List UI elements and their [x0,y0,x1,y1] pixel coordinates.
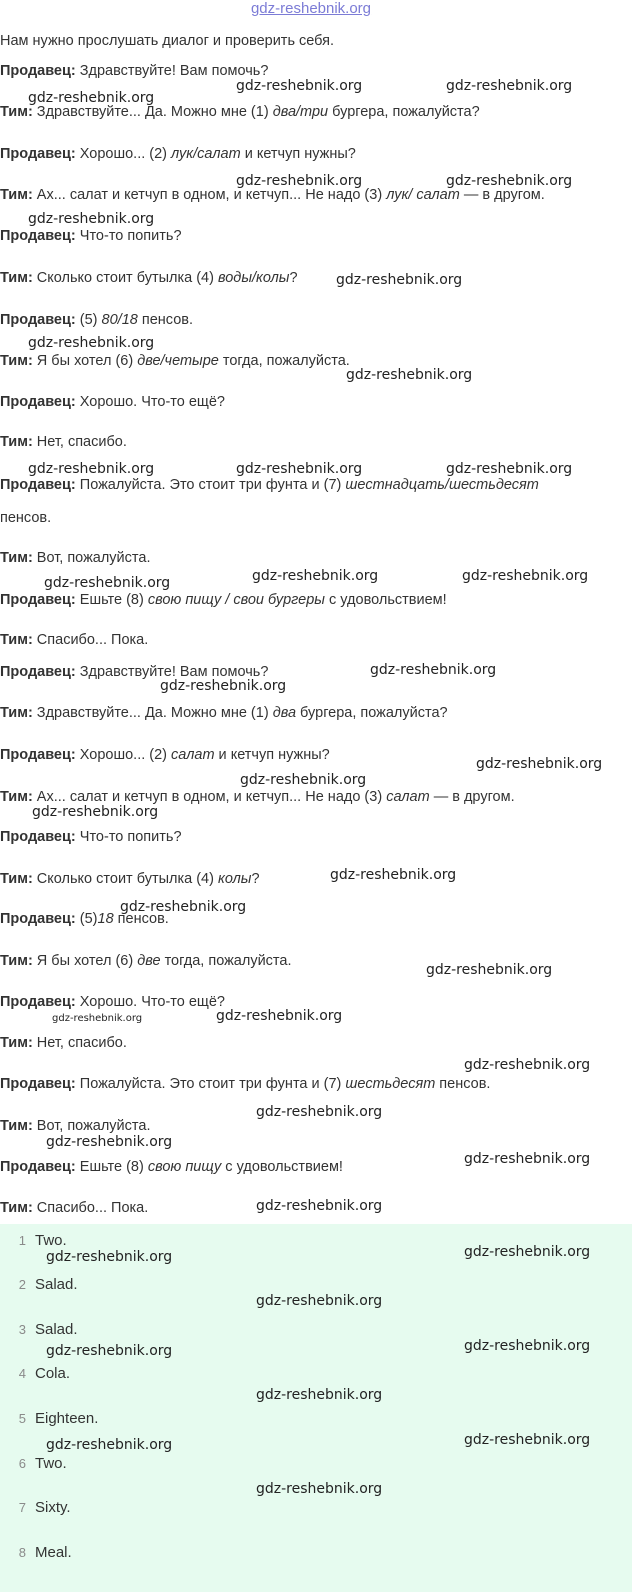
dialog-line [0,994,225,1010]
dialog-line [0,789,515,805]
line-text: Здравствуйте! Вам помочь? [75,664,269,680]
answer-option: две/четыре [137,353,219,369]
intro-text: Нам нужно прослушать диалог и проверить себя. [0,33,335,49]
answer-option: 80/18 [101,312,138,328]
watermark-text: gdz-reshebnik.org [346,367,473,383]
watermark-text: gdz-reshebnik.org [28,211,155,227]
line-text: Спасибо... Пока. [32,632,149,648]
line-text: Нет, спасибо. [32,1035,127,1051]
answer-option: салат [171,747,215,763]
watermark-text: gdz-reshebnik.org [464,1244,591,1260]
speaker-label: Тим: [0,871,33,887]
answer-option: шестьдесят [345,1076,436,1092]
watermark-text: gdz-reshebnik.org [252,568,379,584]
answer-item [0,1365,70,1382]
line-text: Я бы хотел (6) [32,953,138,969]
watermark-text: gdz-reshebnik.org [28,335,155,351]
dialog-line [0,550,150,566]
line-text: Нет, спасибо. [32,434,127,450]
line-text: Сколько стоит бутылка (4) [32,270,218,286]
speaker-label: Продавец: [0,228,76,244]
answer-item [0,1499,71,1516]
watermark-text: gdz-reshebnik.org [462,568,589,584]
answer-item [0,1410,98,1427]
watermark-text: gdz-reshebnik.org [256,1198,383,1214]
watermark-text: gdz-reshebnik.org [240,772,367,788]
line-text: Пожалуйста. Это стоит три фунта и (7) [75,1076,346,1092]
line-text: Ешьте (8) [75,592,148,608]
answer-number: 1 [18,1233,26,1248]
answer-option: свою пищу [147,1159,222,1175]
speaker-label: Продавец: [0,477,76,493]
dialog-line [0,705,448,721]
watermark-text: gdz-reshebnik.org [46,1249,173,1265]
line-text: Я бы хотел (6) [32,353,138,369]
answer-option: воды/колы [217,270,290,286]
line-text: Сколько стоит бутылка (4) [32,871,218,887]
watermark-text: gdz-reshebnik.org [446,78,573,94]
line-text-end: и кетчуп нужны? [240,146,356,162]
answer-option: лук/салат [171,146,241,162]
speaker-label: Продавец: [0,592,76,608]
speaker-label: Тим: [0,434,33,450]
line-text: Вот, пожалуйста. [32,550,151,566]
watermark-text: gdz-reshebnik.org [44,575,171,591]
answer-text: Two. [35,1455,67,1472]
answer-number: 8 [18,1545,26,1560]
line-text-end: с удовольствием! [324,592,447,608]
watermark-text: gdz-reshebnik.org [464,1338,591,1354]
watermark-text: gdz-reshebnik.org [160,678,287,694]
watermark-text: gdz-reshebnik.org [32,804,159,820]
site-link[interactable]: gdz-reshebnik.org [250,0,372,17]
answer-text: Cola. [35,1365,71,1382]
line-text: Ешьте (8) [75,1159,148,1175]
answer-text: Eighteen. [35,1410,99,1427]
answer-text: Salad. [35,1321,78,1338]
dialog-line [0,187,545,203]
line-text: Хорошо... (2) [75,747,172,763]
answer-item [0,1232,67,1249]
watermark-text: gdz-reshebnik.org [476,756,603,772]
line-text: Пожалуйста. Это стоит три фунта и (7) [75,477,346,493]
answers-panel [0,1224,632,1592]
answer-option: салат [386,789,430,805]
watermark-text: gdz-reshebnik.org [464,1151,591,1167]
dialog-line [0,394,225,410]
watermark-text: gdz-reshebnik.org [446,461,573,477]
dialog-line [0,1200,148,1216]
speaker-label: Продавец: [0,63,76,79]
watermark-text: gdz-reshebnik.org [120,899,247,915]
answer-item [0,1321,78,1338]
answer-item [0,1544,72,1561]
speaker-label: Продавец: [0,911,76,927]
line-text-end: пенсов. [435,1076,491,1092]
dialog-line [0,146,356,162]
answer-text: Salad. [35,1276,78,1293]
line-text-end: — в другом. [459,187,545,203]
watermark-text: gdz-reshebnik.org [46,1134,173,1150]
line-text: Ах... салат и кетчуп в одном, и кетчуп... Не надо (3) [32,789,387,805]
answer-text: Meal. [35,1544,72,1561]
dialog-line [0,1159,343,1175]
answer-number: 4 [18,1366,26,1381]
line-text: Вот, пожалуйста. [32,1118,151,1134]
speaker-label: Тим: [0,1118,33,1134]
watermark-text: gdz-reshebnik.org [426,962,553,978]
line-text: Спасибо... Пока. [32,1200,149,1216]
speaker-label: Тим: [0,1035,33,1051]
watermark-text: gdz-reshebnik.org [256,1481,383,1497]
answer-option: два/три [272,104,329,120]
speaker-label: Тим: [0,953,33,969]
line-text-end: ? [289,270,298,286]
watermark-text: gdz-reshebnik.org [236,173,363,189]
line-text: Что-то попить? [75,228,182,244]
watermark-text: gdz-reshebnik.org [236,461,363,477]
dialog-line [0,510,51,526]
speaker-label: Тим: [0,632,33,648]
line-text-end: и кетчуп нужны? [214,747,330,763]
line-text-end: бургера, пожалуйста? [296,705,448,721]
watermark-text: gdz-reshebnik.org [28,90,155,106]
watermark-text: gdz-reshebnik.org [236,78,363,94]
watermark-text: gdz-reshebnik.org [336,272,463,288]
watermark-text: gdz-reshebnik.org [28,461,155,477]
speaker-label: Тим: [0,353,33,369]
line-text-end: пенсов. [113,911,169,927]
line-text: Хорошо. Что-то ещё? [75,394,225,410]
speaker-label: Продавец: [0,1076,76,1092]
dialog-line [0,1118,150,1134]
line-text-end: с удовольствием! [221,1159,343,1175]
speaker-label: Тим: [0,104,33,120]
answer-number: 7 [18,1500,26,1515]
speaker-label: Продавец: [0,146,76,162]
answer-option: 18 [97,911,114,927]
watermark-text: gdz-reshebnik.org [330,867,457,883]
line-text: пенсов. [0,510,52,526]
speaker-label: Продавец: [0,1159,76,1175]
speaker-label: Продавец: [0,829,76,845]
answer-option: два [272,705,297,721]
speaker-label: Продавец: [0,664,76,680]
watermark-text: gdz-reshebnik.org [446,173,573,189]
line-text: Здравствуйте... Да. Можно мне (1) [32,104,273,120]
dialog-line [0,228,182,244]
dialog-line [0,477,539,493]
speaker-label: Продавец: [0,394,76,410]
dialog-line [0,1076,490,1092]
line-text: Хорошо... (2) [75,146,172,162]
speaker-label: Тим: [0,789,33,805]
answer-number: 2 [18,1277,26,1292]
watermark-text: gdz-reshebnik.org [464,1432,591,1448]
line-text: Что-то попить? [75,829,182,845]
line-text-end: ? [251,871,260,887]
line-text-end: — в другом. [429,789,515,805]
watermark-text: gdz-reshebnik.org [216,1008,343,1024]
answer-text: Two. [35,1232,67,1249]
line-text: Хорошо. Что-то ещё? [75,994,225,1010]
answer-item [0,1455,67,1472]
answer-number: 3 [18,1322,26,1337]
watermark-text: gdz-reshebnik.org [46,1343,173,1359]
answer-option: две [137,953,161,969]
line-text: (5) [75,312,102,328]
watermark-text: gdz-reshebnik.org [256,1104,383,1120]
dialog-line [0,63,268,79]
speaker-label: Продавец: [0,994,76,1010]
speaker-label: Тим: [0,1200,33,1216]
dialog-line [0,953,292,969]
answer-option: свою пищу / свои бургеры [147,592,325,608]
line-text-end: тогда, пожалуйста. [160,953,292,969]
watermark-text: gdz-reshebnik.org [256,1387,383,1403]
speaker-label: Тим: [0,187,33,203]
dialog-line [0,592,447,608]
line-text: (5) [75,911,98,927]
speaker-label: Продавец: [0,312,76,328]
speaker-label: Тим: [0,270,33,286]
dialog-line [0,632,148,648]
dialog-line [0,104,480,120]
answer-number: 5 [18,1411,26,1426]
line-text: Здравствуйте! Вам помочь? [75,63,269,79]
dialog-line [0,353,350,369]
line-text-end: пенсов. [137,312,193,328]
watermark-text: gdz-reshebnik.org [464,1057,591,1073]
line-text-end: бургера, пожалуйста? [328,104,480,120]
dialog-line [0,270,298,286]
watermark-text: gdz-reshebnik.org [46,1437,173,1453]
speaker-label: Тим: [0,550,33,566]
answer-number: 6 [18,1456,26,1471]
dialog-line [0,829,182,845]
answer-option: лук/ салат [386,187,460,203]
answer-option: колы [217,871,252,887]
answer-option: шестнадцать/шестьдесят [345,477,539,493]
speaker-label: Продавец: [0,747,76,763]
watermark-text: gdz-reshebnik.org [52,1013,143,1024]
dialog-line [0,747,330,763]
line-text-end: тогда, пожалуйста. [218,353,350,369]
watermark-text: gdz-reshebnik.org [370,662,497,678]
line-text: Здравствуйте... Да. Можно мне (1) [32,705,273,721]
dialog-line [0,312,193,328]
answer-item [0,1276,78,1293]
dialog-line [0,871,260,887]
answer-text: Sixty. [35,1499,71,1516]
speaker-label: Тим: [0,705,33,721]
line-text: Ах... салат и кетчуп в одном, и кетчуп... Не надо (3) [32,187,387,203]
dialog-line [0,434,127,450]
watermark-text: gdz-reshebnik.org [256,1293,383,1309]
dialog-line [0,1035,127,1051]
